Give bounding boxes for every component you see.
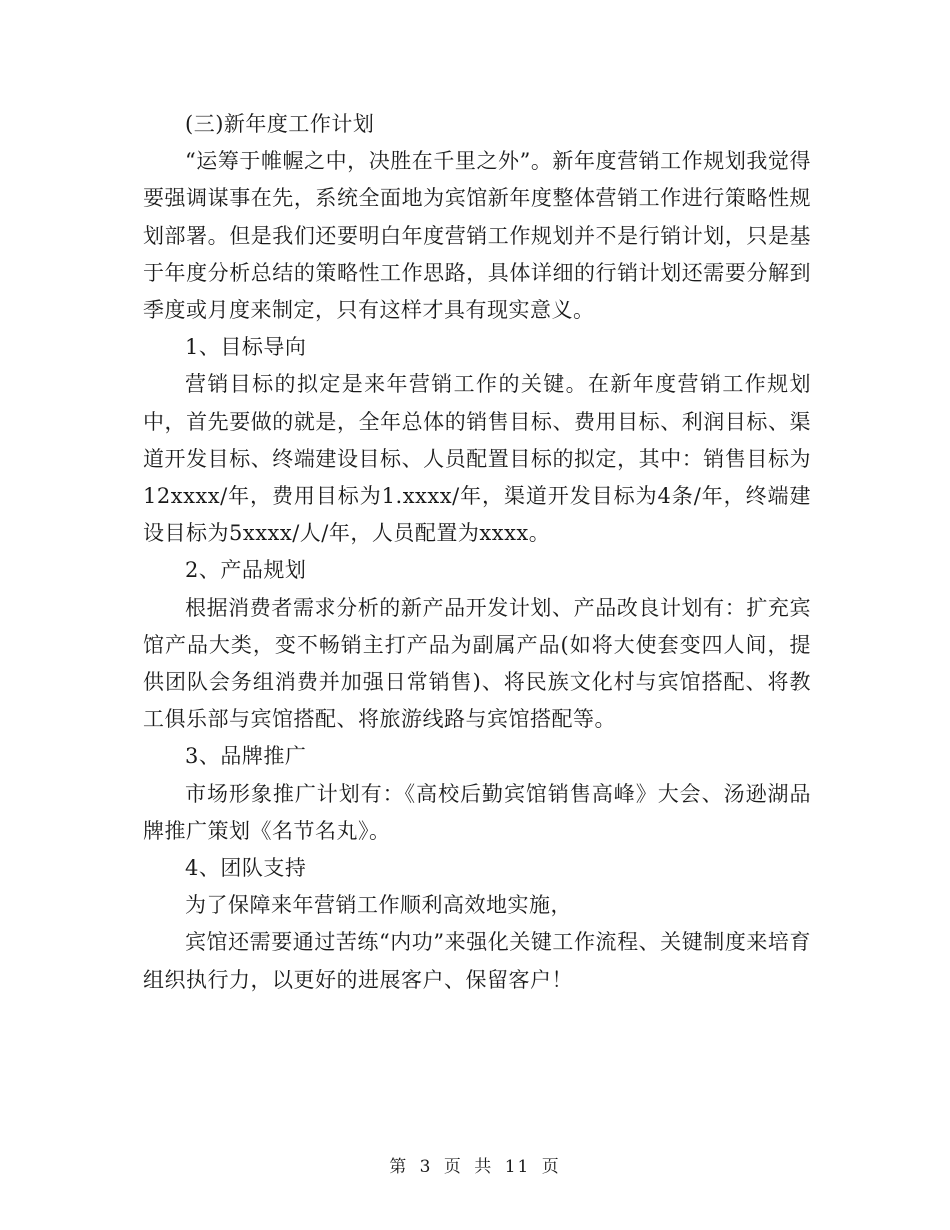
- subheading-brand-promotion: 3、品牌推广: [185, 744, 307, 769]
- section-heading-new-year-plan: (三)新年度工作计划: [185, 112, 375, 136]
- subheading-team-support: 4、团队支持: [185, 856, 307, 881]
- page-number-footer: 第 3 页 共 11 页: [389, 1157, 561, 1177]
- subheading-goal-oriented: 1、目标导向: [185, 335, 307, 360]
- document-body: [143, 106, 811, 999]
- paragraph-brand: 市场形象推广计划有：《高校后勤宾馆销售高峰》大会、汤逊湖品牌推广策划《名节名丸》。: [143, 781, 811, 843]
- paragraph-intro: “运筹于帷幄之中，决胜在千里之外”。新年度营销工作规划我觉得要强调谋事在先，系统全面地为宾馆新年度整体营销工作进行策略性规划部署。但是我们还要明白年度营销工作规划并不是行销计划，只是基于年度分析总结的策略性工作思路，具体详细的行销计划还需要分解到季度或月度来制定，只有这样才具有现实意义。: [143, 149, 811, 323]
- paragraph-goals: 营销目标的拟定是来年营销工作的关键。在新年度营销工作规划中，首先要做的就是，全年总体的销售目标、费用目标、利润目标、渠道开发目标、终端建设目标、人员配置目标的拟定，其中：销售目标为12xxxx/年，费用目标为1.xxxx/年，渠道开发目标为4条/年，终端建设目标为5xxxx/人/年，人员配置为xxxx。: [143, 372, 811, 546]
- paragraph-team-2: 宾馆还需要通过苦练“内功”来强化关键工作流程、关键制度来培育组织执行力，以更好的进展客户、保留客户！: [143, 930, 811, 992]
- subheading-product-planning: 2、产品规划: [185, 558, 307, 583]
- paragraph-team-1: 为了保障来年营销工作顺利高效地实施，: [185, 893, 572, 918]
- paragraph-products: 根据消费者需求分析的新产品开发计划、产品改良计划有：扩充宾馆产品大类，变不畅销主打产品为副属产品(如将大使套变四人间，提供团队会务组消费并加强日常销售)、将民族文化村与宾馆搭配、将教工俱乐部与宾馆搭配、将旅游线路与宾馆搭配等。: [143, 595, 811, 732]
